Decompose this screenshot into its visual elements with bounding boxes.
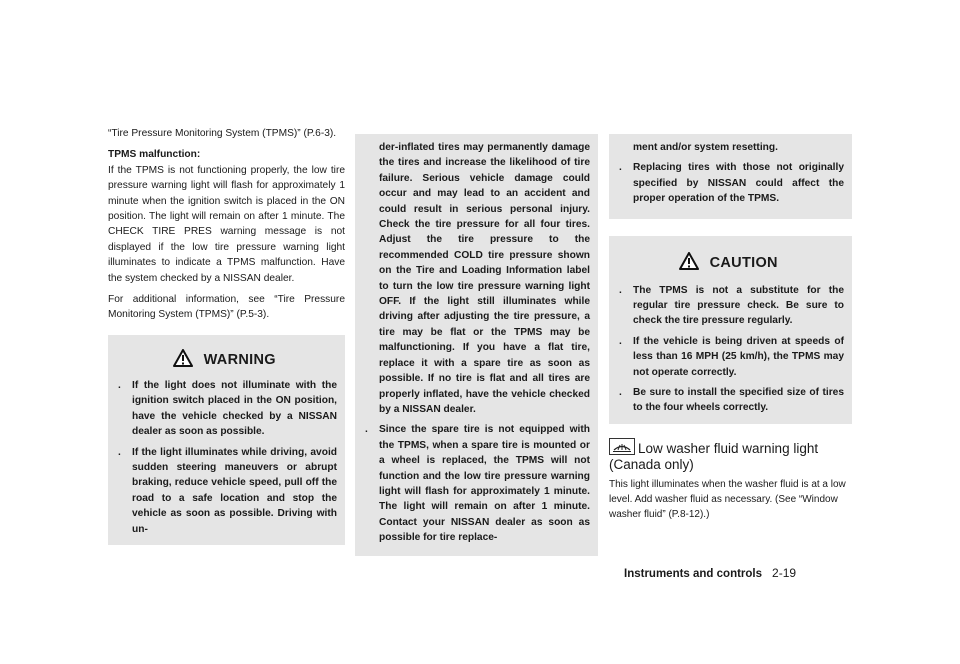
washer-title-text: Low washer fluid warning light (Canada only) <box>609 440 819 472</box>
warning-title: WARNING <box>203 352 276 369</box>
paragraph-tpms-malfunction: If the TPMS is not functioning properly, the low tire pressure warning light will flash for approximately 1 minute when the ignition switch is placed in the ON position. The light will remain on after 1 minute. The CHECK TIRE PRES warning message is not displayed if the low tire pressure warning light illuminates to indicate a TPMS malfunction. Have the system checked by a NISSAN dealer. <box>108 164 345 284</box>
caution-header <box>613 242 844 283</box>
bullet-mark: . <box>619 335 622 347</box>
caution-item-text: The TPMS is not a substitute for the regular tire pressure check. Be sure to check the tire pressure regularly. <box>633 284 844 327</box>
paragraph-ref-tpms: “Tire Pressure Monitoring System (TPMS)” (P.6-3). <box>108 128 337 139</box>
column-right <box>609 134 852 528</box>
page-footer <box>624 566 796 580</box>
column-middle <box>355 134 598 556</box>
washer-fluid-icon <box>609 438 635 455</box>
washer-section-title <box>609 438 852 473</box>
subheading-tpms-malfunction: TPMS malfunction: <box>108 149 201 161</box>
warning-item-text: Replacing tires with those not originally specified by NISSAN could affect the proper operation of the TPMS. <box>633 162 844 205</box>
caution-box <box>609 236 852 424</box>
warning-item <box>359 422 590 545</box>
warning-item <box>112 378 337 440</box>
caution-item <box>613 334 844 380</box>
warning-continued-text: ment and/or system resetting. <box>633 142 778 153</box>
warning-item-text: If the light illuminates while driving, avoid sudden steering maneuvers or abrupt braking, reduce vehicle speed, pull off the road to a safe location and stop the vehicle as soon as possible. Driving with un- <box>132 446 337 535</box>
warning-item <box>112 445 337 537</box>
column-left <box>108 126 345 545</box>
warning-triangle-icon <box>173 349 193 372</box>
washer-paragraph: This light illuminates when the washer fluid is at a low level. Add washer fluid as necessary. (See “Window washer fluid” (P.8-12).) <box>609 478 846 521</box>
page-number: 2-19 <box>772 566 797 580</box>
warning-item <box>613 160 844 206</box>
warning-box <box>108 335 345 545</box>
caution-item-text: Be sure to install the specified size of tires to the four wheels correctly. <box>633 387 844 414</box>
bullet-mark: . <box>365 424 368 436</box>
caution-item <box>613 283 844 329</box>
warning-continued-text: der-inflated tires may permanently damage the tires and increase the likelihood of tire failure. Serious vehicle damage could occur and may lead to an accident and could result in serious personal injury. Check the tire pressure for all four tires. Adjust the tire pressure to the recommended COLD tire pressure shown on the Tire and Loading Information label to turn the low tire pressure warning light OFF. If the light still illuminates while driving after adjusting the tire pressure, a tire may be flat or the TPMS may be malfunctioning. If you have a flat tire, replace it with a spare tire as soon as possible. If no tire is flat and all tires are properly inflated, have the vehicle checked by a NISSAN dealer. <box>379 142 590 415</box>
bullet-mark: . <box>118 379 121 391</box>
warning-header <box>112 341 337 378</box>
warning-item-text: Since the spare tire is not equipped with the TPMS, when a spare tire is mounted or a wheel is replaced, the TPMS will not function and the low tire pressure warning light will flash for approximately 1 minute. The light will remain on after 1 minute. Contact your NISSAN dealer as soon as possible for tire replace- <box>379 424 590 544</box>
warning-box-continued <box>355 134 598 556</box>
footer-section-name: Instruments and controls <box>624 568 763 580</box>
caution-title: CAUTION <box>709 255 778 272</box>
bullet-mark: . <box>118 446 121 458</box>
caution-item <box>613 385 844 416</box>
warning-triangle-icon <box>679 252 699 275</box>
warning-box-continued-2 <box>609 134 852 219</box>
bullet-mark: . <box>619 387 622 399</box>
paragraph-additional-info: For additional information, see “Tire Pressure Monitoring System (TPMS)” (P.5-3). <box>108 294 345 321</box>
bullet-mark: . <box>619 284 622 296</box>
bullet-mark: . <box>619 162 622 174</box>
caution-item-text: If the vehicle is being driven at speeds of less than 16 MPH (25 km/h), the TPMS may not operate correctly. <box>633 335 844 378</box>
warning-item-text: If the light does not illuminate with the ignition switch placed in the ON position, have the vehicle checked by a NISSAN dealer as soon as possible. <box>132 379 337 438</box>
